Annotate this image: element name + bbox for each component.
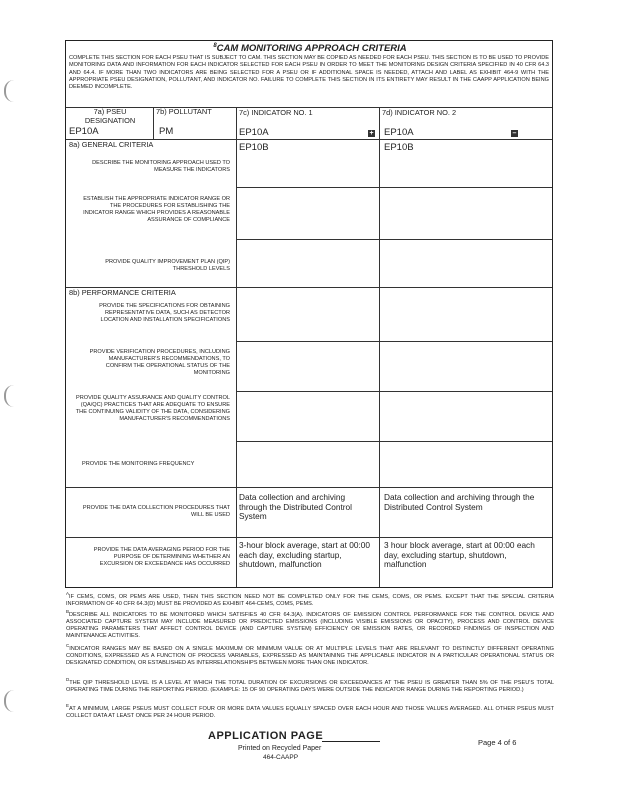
section-title [66, 43, 554, 54]
binder-hole-top [4, 80, 14, 102]
rule-col-pseu [153, 107, 154, 139]
general-q1-ind1: EP10B [239, 142, 269, 153]
footnote-d: $^D$THE QIP THRESHOLD LEVEL IS A LEVEL AT WHICH THE TOTAL DURATION OF EXCURSIONS OR EXCEEDANCES AT THE PSEU IS GREATER THAN 5% OF THE PSEU'S TOTAL OPERATING TIME DURING THE REPORTING PERIOD. (EXAMPLE: 15 OF 90 OPERATING DAYS WERE OUTSIDE THE INDICATOR RANGE DURING THE REPORTING PERIOD.) [66, 677, 554, 694]
general-q1: DESCRIBE THE MONITORING APPROACH USED TO MEASURE THE INDICATORS [92, 160, 230, 173]
footnote-c: $^C$INDICATOR RANGES MAY BE BASED ON A SINGLE MAXIMUM OR MINIMUM VALUE OR AT MULTIPLE LEVELS THAT ARE RELEVANT TO DISTINCTLY DIFFERENT OPERATING CONDITIONS, EXPRESSED AS A FUNCTION OF PROCESS VARIABLES, EXPRESSED AS MAINTAINING THE APPLICABLE INDICATOR IN A PARTICULAR OPERATIONAL STATUS OR DESIGNATED CONDITION, OR ESTABLISHED AS INTERRELATIONSHIPS BETWEEN MORE THAN ONE INDICATOR. [66, 643, 554, 667]
rule-general-2 [237, 239, 552, 240]
recycled-paper-note: Printed on Recycled Paper [238, 745, 322, 752]
performance-q5-ind2: Data collection and archiving through the Distributed Control System [384, 492, 535, 512]
indicator-1-value: EP10A [239, 127, 269, 138]
performance-q6: PROVIDE THE DATA AVERAGING PERIOD FOR THE PURPOSE OF DETERMINING WHETHER AN EXCURSION OR EXCEEDANCE HAS OCCURRED [93, 547, 230, 567]
performance-q3: PROVIDE QUALITY ASSURANCE AND QUALITY CONTROL (QA/QC) PRACTICES THAT ARE ADEQUATE TO ENSURE THE CONTINUING VALIDITY OF THE DATA, CONSIDERING MANUFACTURER'S RECOMMENDATIONS [75, 395, 230, 422]
rule-performance-3 [237, 441, 552, 442]
performance-q2: PROVIDE VERIFICATION PROCEDURES, INCLUDING MANUFACTURER'S RECOMMENDATIONS, TO CONFIRM THE OPERATIONAL STATUS OF THE MONITORING [89, 349, 230, 376]
binder-hole-bottom [4, 690, 14, 712]
performance-q4: PROVIDE THE MONITORING FREQUENCY [82, 461, 195, 467]
rule-performance-1 [237, 341, 552, 342]
indicator-2-label: 7d) INDICATOR NO. 2 [382, 108, 457, 117]
general-q3: PROVIDE QUALITY IMPROVEMENT PLAN (QIP) THRESHOLD LEVELS [105, 259, 230, 272]
rule-general-1 [237, 187, 552, 188]
rule-col-indicators [379, 107, 380, 587]
performance-q1: PROVIDE THE SPECIFICATIONS FOR OBTAINING REPRESENTATIVE DATA, SUCH AS DETECTOR LOCATION AND INSTALLATION SPECIFICATIONS [99, 303, 230, 323]
performance-q6-ind1: 3-hour block average, start at 00:00 each day, excluding startup, shutdown, malfunction [239, 540, 370, 569]
pseu-label: 7a) PSEU DESIGNATION [84, 107, 136, 125]
indicator-1-label: 7c) INDICATOR NO. 1 [239, 108, 313, 117]
pseu-value: EP10A [69, 126, 99, 137]
rule-performance-4 [66, 487, 552, 488]
general-q2: ESTABLISH THE APPROPRIATE INDICATOR RANGE OR THE PROCEDURES FOR ESTABLISHING THE INDICATOR RANGE WHICH PROVIDES A REASONABLE ASSURANCE OF COMPLIANCE [83, 196, 230, 223]
form-id: 464-CAAPP [263, 754, 299, 761]
pollutant-label: 7b) POLLUTANT [156, 107, 212, 116]
general-q1-ind2: EP10B [384, 142, 414, 153]
performance-q5-ind1: Data collection and archiving through the Distributed Control System [239, 492, 352, 521]
application-page-label: APPLICATION PAGE [208, 730, 324, 742]
rule-performance-5 [66, 537, 552, 538]
remove-indicator-icon[interactable]: – [512, 130, 517, 137]
title-note: 8 [213, 43, 217, 49]
footnote-b: $^B$DESCRIBE ALL INDICATORS TO BE MONITORED WHICH SATISFIES 40 CFR 64.3(A). INDICATORS OF EMISSION CONTROL PERFORMANCE FOR THE CONTROL DEVICE AND ASSOCIATED CAPTURE SYSTEM MAY INCLUDE MEASURED OR PREDICTED EMISSIONS (INCLUDING VISIBLE EMISSIONS OR OPACITY), PROCESS AND CONTROL DEVICE OPERATING PARAMETERS THAT AFFECT CONTROL DEVICE (AND CAPTURE SYSTEM) EFFICIENCY OR EMISSION RATES, OR RECORDED FINDINGS OF INSPECTION AND MAINTENANCE ACTIVITIES. [66, 609, 554, 640]
footnote-a: $^A$IF CEMS, COMS, OR PEMS ARE USED, THEN THIS SECTION NEED NOT BE COMPLETED ONLY FOR THE CEMS, COMS, OR PEMS. EXCEPT THAT THE SPECIAL CRITERIA INFORMATION OF 40 CFR 64.3(D) MUST BE PROVIDED AS EXHIBIT 464-CEMS, COMS, PEMS. [66, 591, 554, 608]
add-indicator-icon[interactable]: + [369, 130, 374, 137]
rule-performance-2 [237, 391, 552, 392]
application-page-blank [322, 741, 380, 742]
title-text: CAM MONITORING APPROACH CRITERIA [216, 43, 407, 55]
performance-criteria-heading: 8b) PERFORMANCE CRITERIA [69, 288, 176, 297]
page-number: Page 4 of 6 [478, 738, 517, 747]
indicator-2-value: EP10A [384, 127, 414, 138]
rule-col-labels [236, 107, 237, 587]
binder-hole-middle [4, 385, 14, 407]
pollutant-value: PM [159, 126, 174, 137]
instructions-text: COMPLETE THIS SECTION FOR EACH PSEU THAT IS SUBJECT TO CAM. THIS SECTION MAY BE COPIED AS NEEDED FOR EACH PSEU. THIS SECTION IS TO BE USED TO PROVIDE MONITORING DATA AND INFORMATION FOR EACH INDICATOR SELECTED FOR EACH PSEU IN ORDER TO MEET THE MONITORING DESIGN CRITERIA SPECIFIED IN 40 CFR 64.3 AND 64.4. IF MORE THAN TWO INDICATORS ARE BEING SELECTED FOR A PSEU OR IF ADDITIONAL SPACE IS NEEDED, ATTACH AND LABEL AS EXHIBIT 464-9 WITH THE APPROPRIATE PSEU DESIGNATION, POLLUTANT, AND INDICATOR NO. FAILURE TO COMPLETE THIS SECTION IN ITS ENTIRETY MAY RESULT IN THE CAAPP APPLICATION BEING DEEMED INCOMPLETE. [69, 55, 549, 91]
performance-q6-ind2: 3 hour block average, start at 00:00 each day, excluding startup, shutdown, malfunction [384, 540, 535, 569]
footnote-e: $^E$AT A MINIMUM, LARGE PSEUS MUST COLLECT FOUR OR MORE DATA VALUES EQUALLY SPACED OVER EACH HOUR AND THOSE VALUES AVERAGED. ALL OTHER PSEUS MUST COLLECT DATA AT LEAST ONCE PER 24 HOUR PERIOD. [66, 703, 554, 720]
performance-q5: PROVIDE THE DATA COLLECTION PROCEDURES THAT WILL BE USED [82, 505, 230, 518]
cam-criteria-form [65, 40, 553, 588]
general-criteria-heading: 8a) GENERAL CRITERIA [69, 140, 154, 149]
